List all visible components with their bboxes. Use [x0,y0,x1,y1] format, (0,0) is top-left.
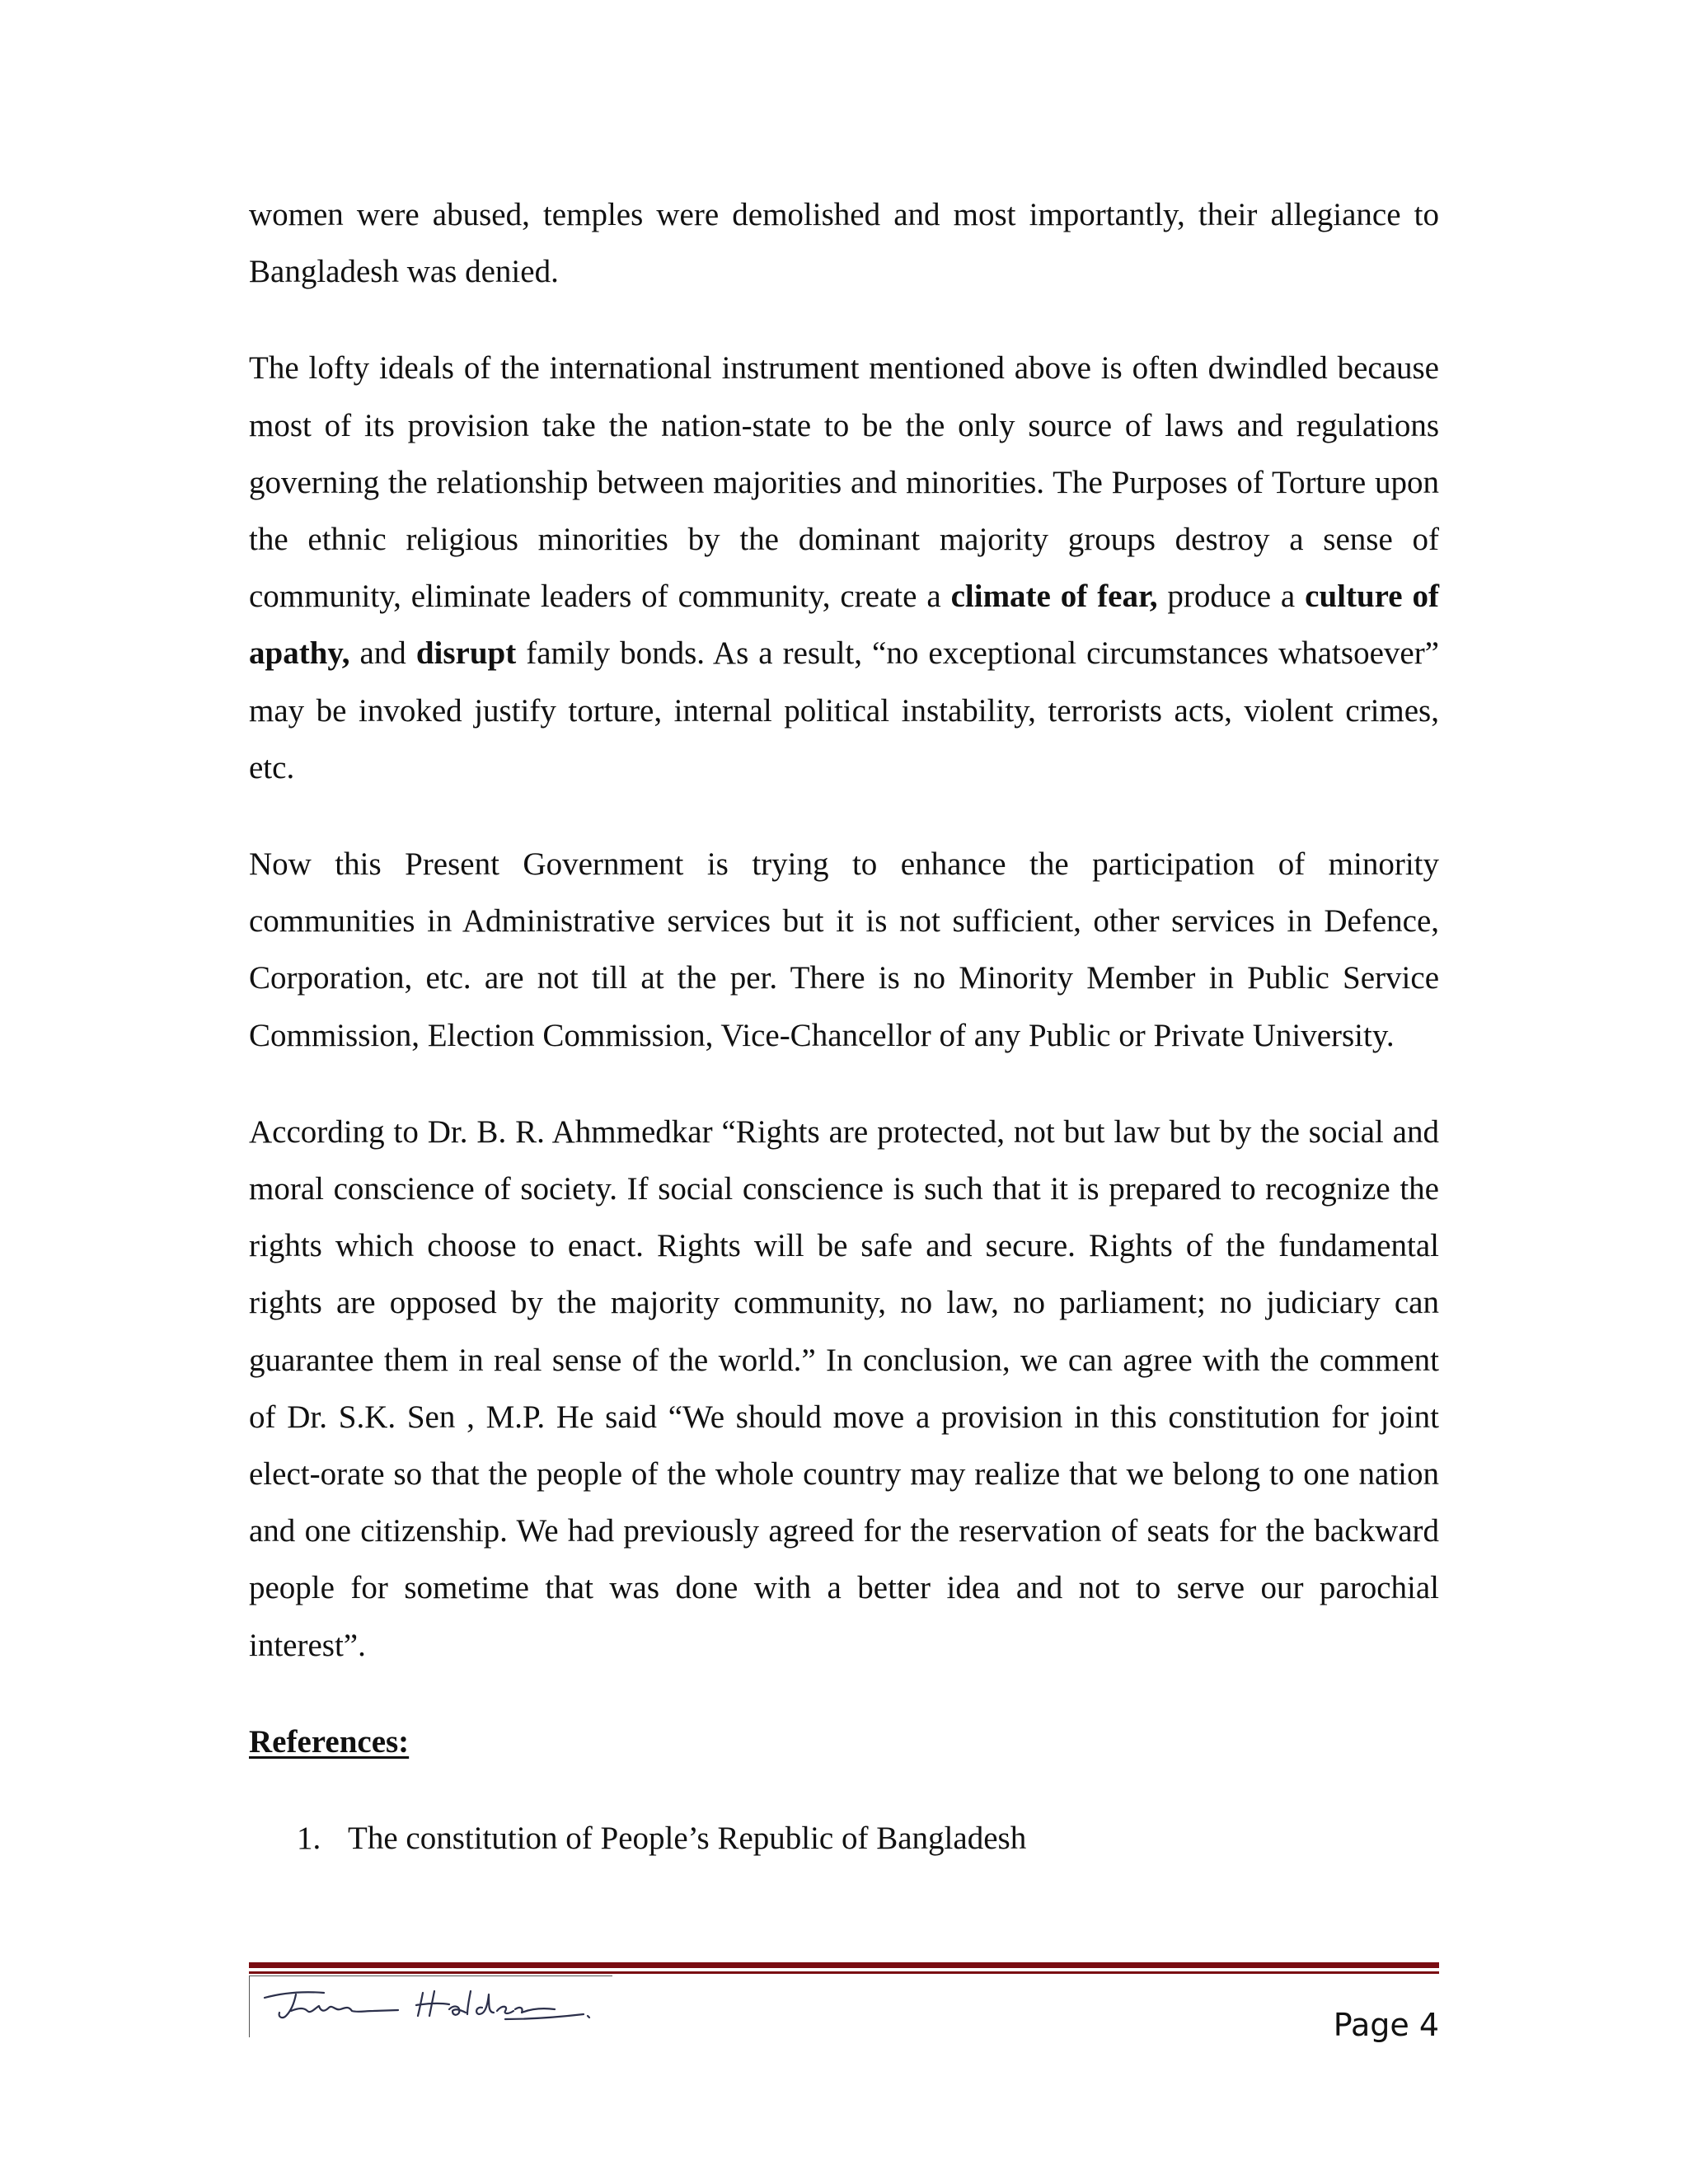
footer-rule-thick [249,1962,1439,1968]
references-list [249,1810,1439,1867]
body-paragraph-2 [249,340,1439,796]
page-number: Page 4 [1333,2007,1439,2043]
reference-number: 1. [297,1820,321,1856]
handwritten-signature [258,1983,604,2032]
paragraph-2-text-1: The lofty ideals of the international instrument mentioned above is often dwindled because most of its provision take the nation-state to be the only source of laws and regulations governing the relationship between majorities and minorities. The Purposes of Torture upon the ethnic religious minorities by the dominant majority groups destroy a sense of community, eliminate leaders of community, create a [249,350,1439,615]
body-paragraph-1: women were abused, temples were demolished and most importantly, their allegiance to Bangladesh was denied. [249,197,1439,290]
bold-phrase-climate-of-fear: climate of fear, [950,579,1158,615]
footer-rule-thin [249,1971,1439,1974]
paragraph-2-text-2: produce a [1157,579,1306,615]
bold-word-disrupt: disrupt [415,635,517,672]
document-body [249,186,1439,1867]
reference-text: The constitution of People’s Republic of Bangladesh [348,1820,1027,1856]
paragraph-2-text-4: family bonds. As a result, “no exceptional circumstances whatsoever” may be invoked justify torture, internal political instability, terrorists acts, violent crimes, etc. [249,635,1439,785]
body-paragraph-3: Now this Present Government is trying to enhance the participation of minority communities in Administrative services but it is not sufficient, other services in Defence, Corporation, etc. are not till at the per. There is no Minority Member in Public Service Commission, Election Commission, Vice-Chancellor of any Public or Private University. [249,846,1439,1053]
paragraph-2-text-3: and [349,635,416,672]
reference-item [249,1810,1439,1867]
body-paragraph-4: According to Dr. B. R. Ahmmedkar “Rights are protected, not but law but by the social and moral conscience of society. If social conscience is such that it is prepared to recognize the rights which choose to enact. Rights will be safe and secure. Rights of the fundamental rights are opposed by the majority community, no law, no parliament; no judiciary can guarantee them in real sense of the world.” In conclusion, we can agree with the comment of Dr. S.K. Sen , M.P. He said “We should move a provision in this constitution for joint elect-orate so that the people of the whole country may realize that we belong to one nation and one citizenship. We had previously agreed for the reservation of seats for the backward people for sometime that was done with a better idea and not to serve our parochial interest”. [249,1113,1439,1663]
bold-phrase-culture-of-apathy: culture of apathy, [249,579,1439,672]
references-heading: References: [249,1723,410,1760]
signature-box [249,1975,612,2037]
